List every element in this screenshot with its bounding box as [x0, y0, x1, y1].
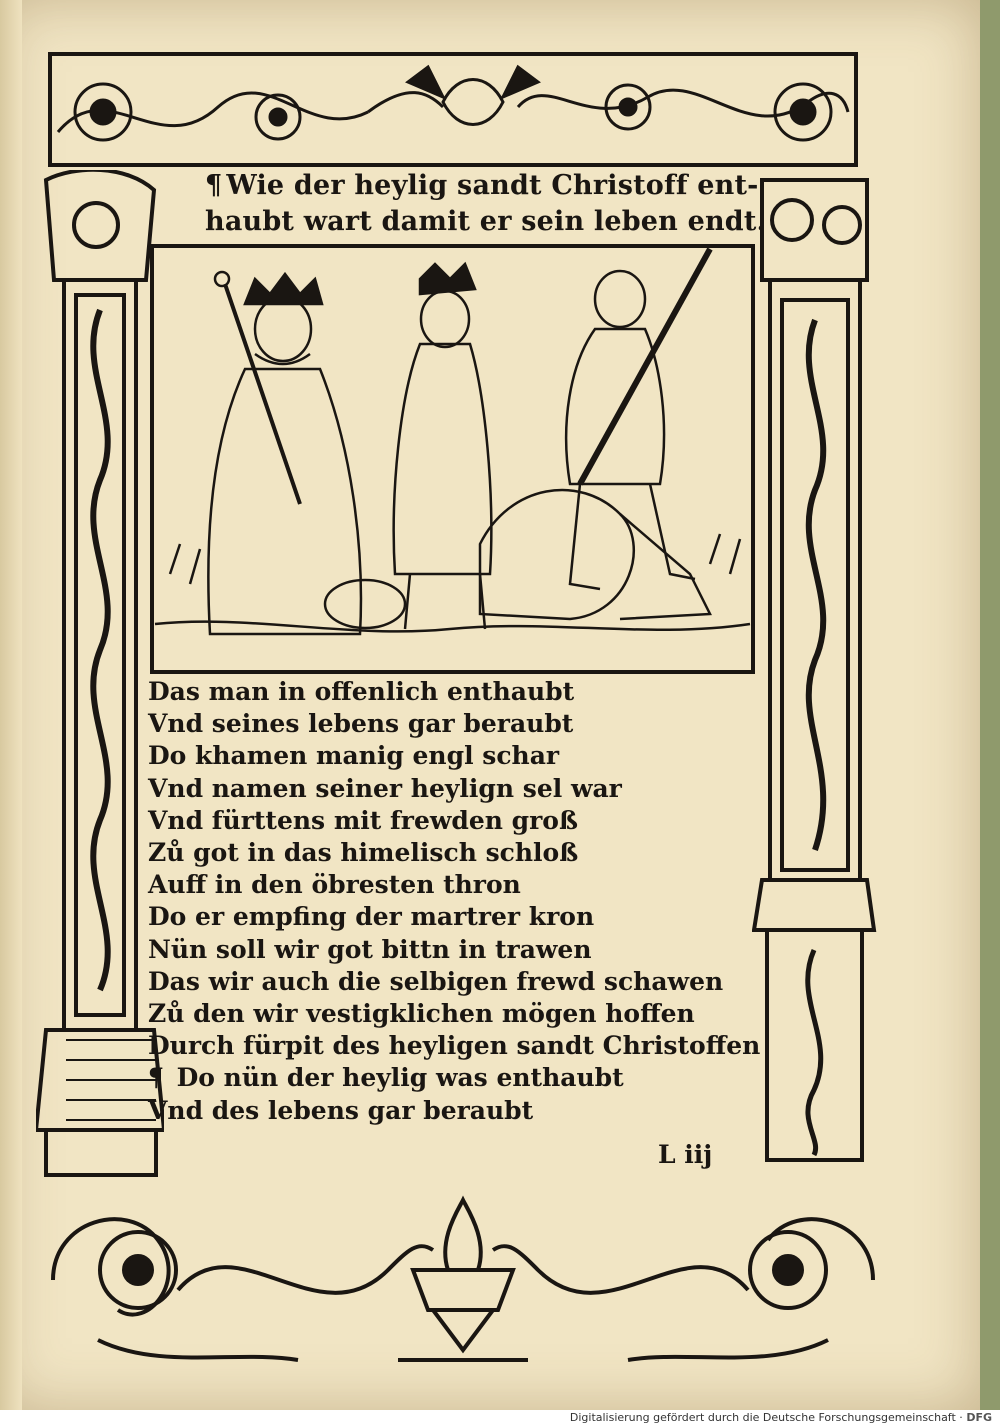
heading-line-1: ¶ Wie der heylig sandt Christoff ent-: [205, 170, 759, 201]
verse-line: Zů got in das himelisch schloß: [148, 838, 579, 868]
verse-line: Vnd des lebens gar beraubt: [148, 1095, 534, 1125]
heading-line-2: haubt wart damit er sein leben endt.: [205, 206, 767, 237]
chapter-heading: [205, 168, 767, 240]
verse-line: Das man in offenlich enthaubt: [148, 677, 575, 706]
verse-line: Durch fürpit des heyligen sandt Christoffen: [148, 1031, 761, 1061]
verse-line: Vnd seines lebens gar beraubt: [148, 709, 574, 739]
dfg-logo-icon: DFG: [966, 1411, 992, 1424]
pilcrow-mark: ¶: [205, 170, 223, 201]
verse-line: Vnd namen seiner heylign sel war: [148, 773, 622, 803]
bottom-ornament-border: [38, 1180, 888, 1380]
verse-line: Do er empfing der martrer kron: [148, 902, 595, 932]
footer-credit: Digitalisierung gefördert durch die Deutsche Forschungsgemeinschaft · DFG: [569, 1411, 992, 1424]
verse-line: Auff in den öbresten thron: [148, 870, 521, 900]
page-edge: [0, 0, 22, 1410]
verse-line: Vnd fürttens mit frewden groß: [148, 805, 578, 835]
verse-line-with-pilcrow: ¶ Do nün der heylig was enthaubt: [148, 1063, 624, 1093]
verse-text-block: [148, 676, 761, 1127]
verse-line: Do khamen manig engl schar: [148, 741, 560, 771]
verse-line: Zů den wir vestigklichen mögen hoffen: [148, 999, 695, 1029]
left-pillar-ornament: [36, 170, 164, 1180]
verse-line: Das wir auch die selbigen frewd schawen: [148, 966, 724, 996]
verse-line: Nün soll wir got bittn in trawen: [148, 934, 592, 964]
signature-mark: L iij: [658, 1140, 713, 1169]
right-pillar-ornament: [752, 170, 877, 1180]
pilcrow-mark: ¶: [148, 1063, 164, 1093]
top-ornament-border: [48, 52, 858, 167]
woodcut-illustration: [150, 244, 755, 674]
